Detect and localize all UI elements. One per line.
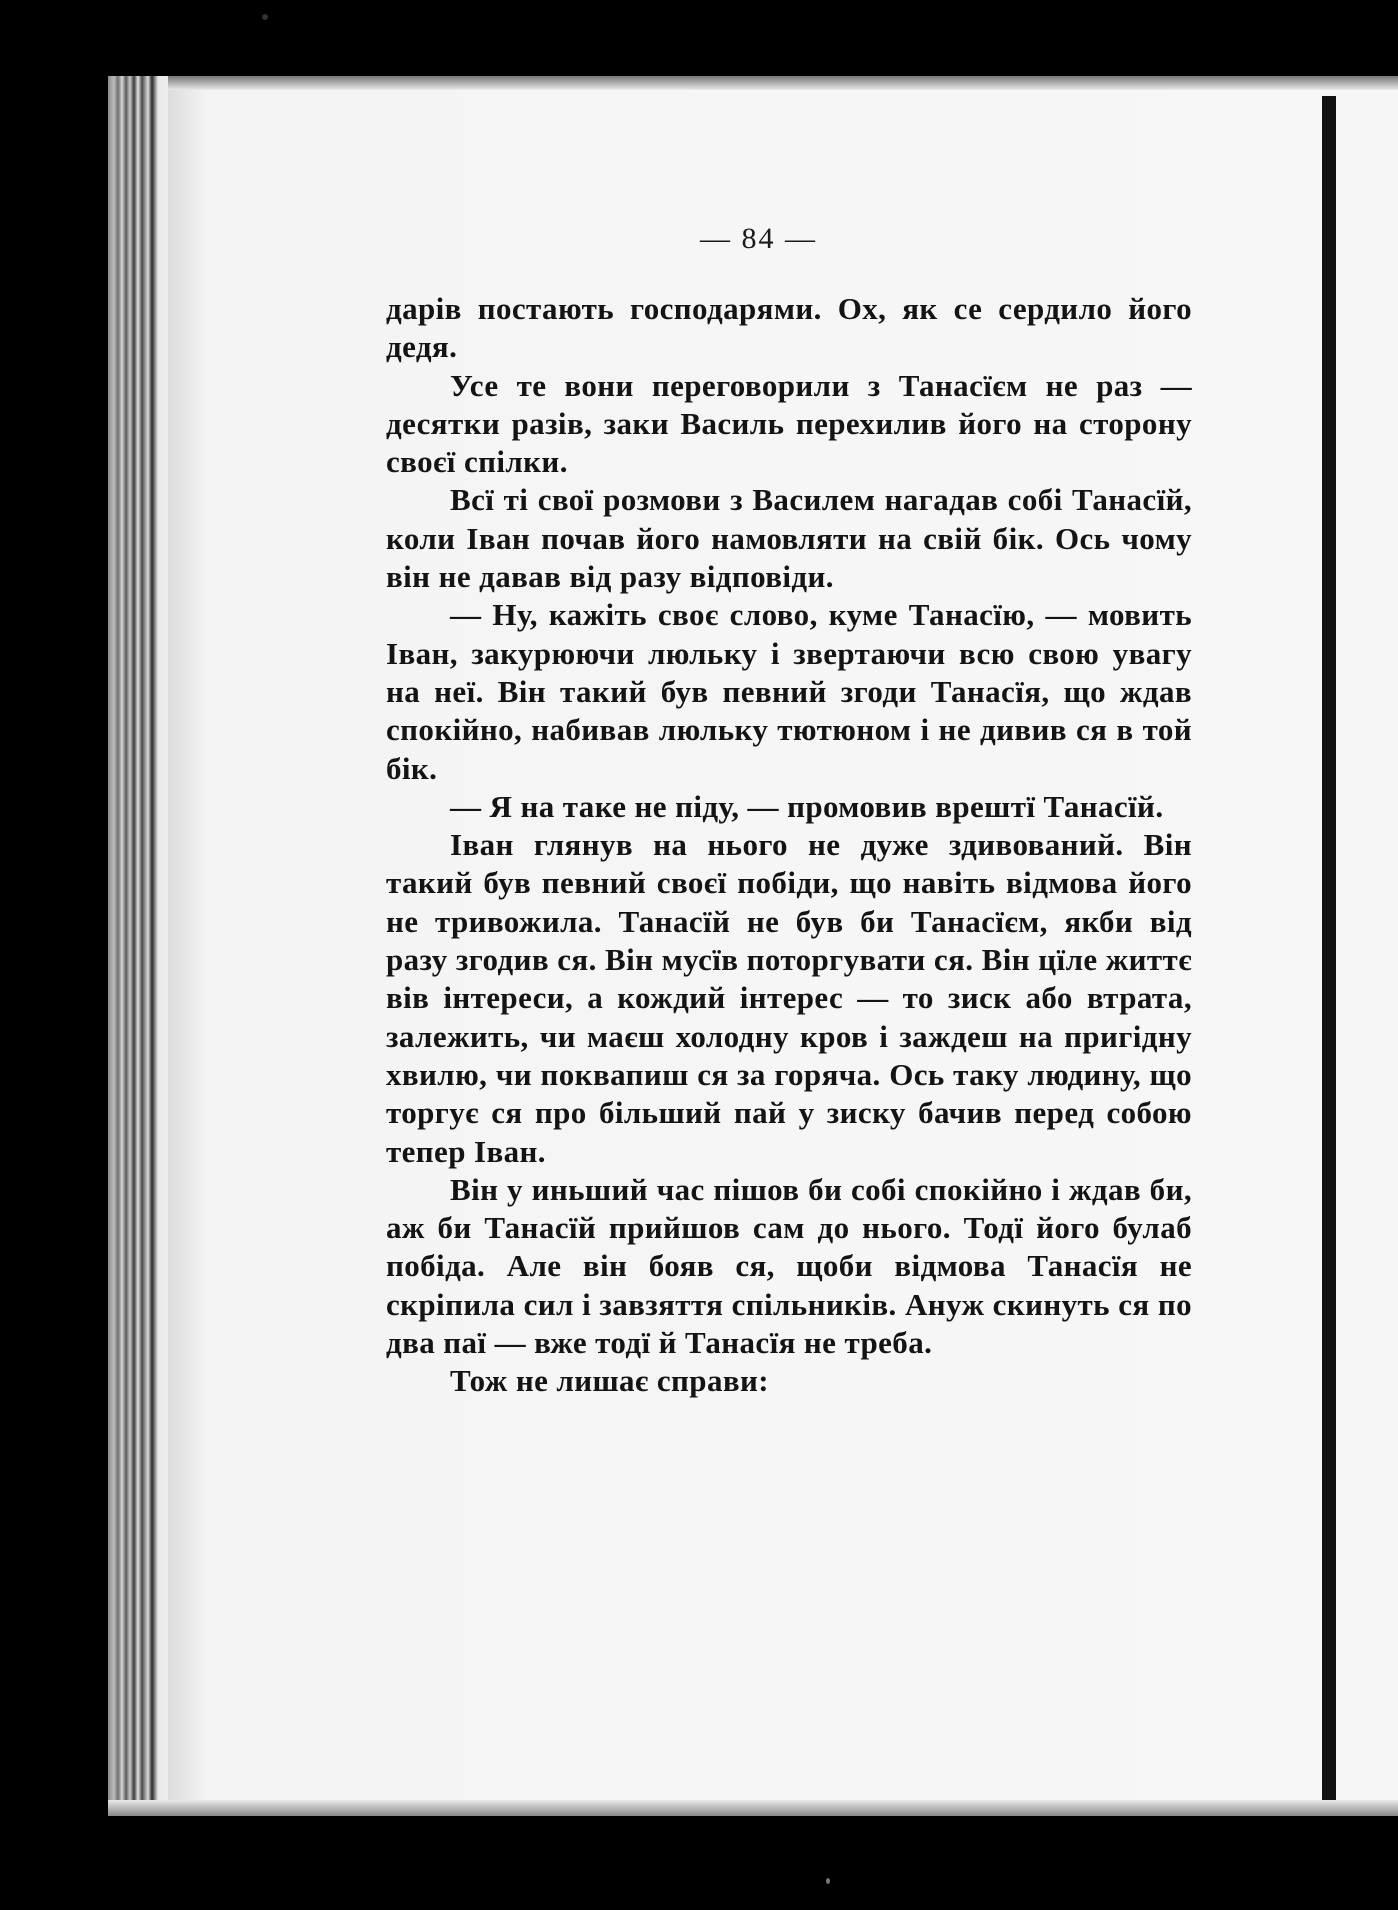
paragraph: дарів постають господарями. Ох, як се сердило його дедя. <box>386 291 1192 365</box>
paragraph: Всї ті свої розмови з Василем нагадав собі Танасїй, коли Іван почав його намовляти на свій бік. Ось чому він не давав від разу відповіди. <box>386 482 1192 595</box>
paragraph: Усе те вони переговорили з Танасїєм не раз — десятки разів, заки Василь перехилив його на сторону своєї спілки. <box>386 367 1192 480</box>
paragraph: Іван глянув на нього не дуже здивований. Він такий був певний своєї побіди, що навіть відмова його не тривожила. Танасїй не був би Танасїєм, якби від разу згодив ся. Він мусїв поторгувати ся. Він цїле життє вів інтереси, а кождий інтерес — то зиск або втрата, залежить, чи маєш холодну кров і заждеш на пригідну хвилю, чи поквапиш ся за горяча. Ось таку людину, що торгує ся про більший пай у зиску бачив перед собою тепер Іван. <box>386 827 1192 1169</box>
paragraph: — Ну, кажіть своє слово, куме Танасїю, — мовить Іван, закурюючи люльку і звертаючи всю свою увагу на неї. Він такий був певний згоди Танасїя, що ждав спокійно, набивав люльку тютюном і не дивив ся в той бік. <box>386 597 1192 786</box>
paragraph: — Я на таке не піду, — промовив врештї Танасїй. <box>450 788 1164 824</box>
dust-speck <box>262 14 268 20</box>
paragraph: Він у иньший час пішов би собі спокійно і ждав би, аж би Танасїй прийшов сам до нього. Тодї його булаб побіда. Але він бояв ся, щоби відмова Танасїя не скріпила сил і завзяття спільників. Ануж скинуть ся по два паї — вже тодї й Танасїя не треба. <box>386 1171 1192 1361</box>
binding-shadow <box>1322 96 1336 1816</box>
body-text <box>386 290 1192 1401</box>
top-shadow <box>168 76 1398 90</box>
bottom-shadow <box>108 1800 1398 1816</box>
page-number: — 84 — <box>700 222 817 255</box>
paragraph: Тож не лишає справи: <box>450 1363 769 1399</box>
dust-speck <box>826 1878 830 1884</box>
